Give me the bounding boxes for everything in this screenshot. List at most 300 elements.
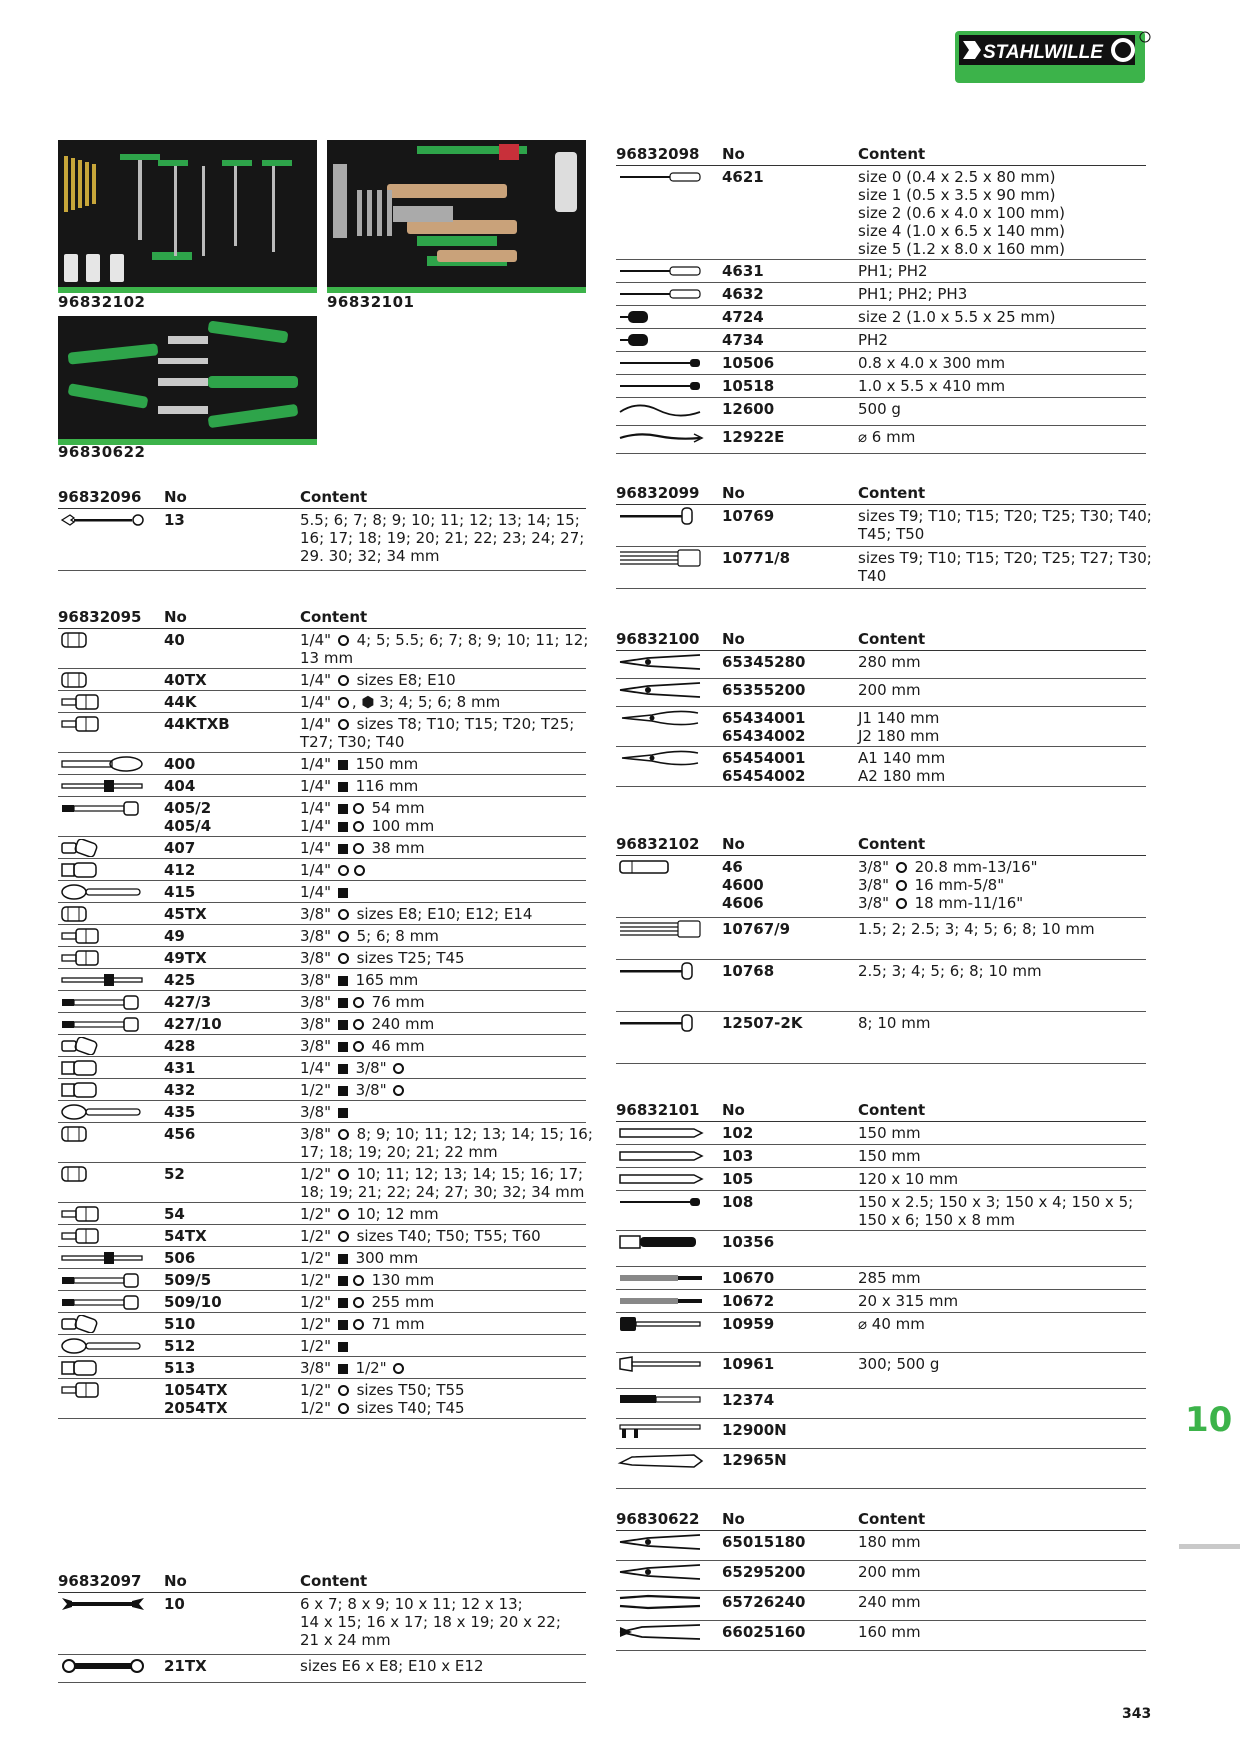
- file-icon: [616, 1269, 706, 1287]
- content-text: 1/2" 255 mm: [300, 1293, 435, 1311]
- article-number: 44K: [164, 693, 197, 711]
- table-row: [58, 859, 586, 881]
- ring-drive-symbol: [338, 635, 349, 646]
- square-drive-symbol: [338, 1298, 348, 1308]
- table-header: [58, 484, 586, 509]
- content-text: sizes E6 x E8; E10 x E12: [300, 1657, 484, 1675]
- content-text: 3/8" 5; 6; 8 mm: [300, 927, 439, 945]
- content-text: 1/2" 10; 12 mm: [300, 1205, 439, 1223]
- ring-drive-symbol: [338, 1385, 349, 1396]
- table-row: [616, 707, 1146, 747]
- combination-wrench-icon: [58, 511, 148, 529]
- article-number: 65434002: [722, 727, 806, 745]
- column-header-no: No: [164, 488, 187, 506]
- article-number: 405/4: [164, 817, 212, 835]
- universal-joint-icon: [58, 839, 148, 857]
- content-text: 18; 19; 21; 22; 24; 27; 30; 32; 34 mm: [300, 1183, 585, 1201]
- column-header-content: Content: [858, 1101, 926, 1119]
- ring-drive-symbol: [896, 862, 907, 873]
- content-text: 285 mm: [858, 1269, 921, 1287]
- table-row: [616, 547, 1152, 589]
- table-row: [58, 881, 586, 903]
- table-row: [616, 651, 1146, 679]
- table-header: [58, 1568, 586, 1593]
- table-row: [616, 856, 1146, 918]
- table-row: [58, 775, 586, 797]
- table-row: [616, 1353, 1146, 1389]
- content-text: 160 mm: [858, 1623, 921, 1641]
- ratchet-icon: [58, 1103, 148, 1121]
- square-drive-symbol: [338, 1364, 348, 1374]
- tool-tray-photo: [327, 140, 586, 287]
- article-number: 1054TX: [164, 1381, 228, 1399]
- content-text: A2 180 mm: [858, 767, 946, 785]
- pliers-icon: [616, 653, 706, 671]
- column-header-content: Content: [858, 630, 926, 648]
- content-text: 17; 18; 19; 20; 21; 22 mm: [300, 1143, 498, 1161]
- table-header: [616, 141, 1146, 166]
- screwdriver-handle-icon: [58, 755, 148, 773]
- product-table-96832102: [616, 831, 1146, 1064]
- scraper-icon: [616, 1233, 706, 1251]
- article-number: 4734: [722, 331, 764, 349]
- ring-drive-symbol: [353, 803, 364, 814]
- square-drive-symbol: [338, 844, 348, 854]
- content-text: 8; 10 mm: [858, 1014, 931, 1032]
- extension-bar-icon: [58, 1015, 148, 1033]
- article-number: 102: [722, 1124, 754, 1142]
- article-number: 21TX: [164, 1657, 207, 1675]
- table-row: [58, 1291, 586, 1313]
- content-text: size 1 (0.5 x 3.5 x 90 mm): [858, 186, 1056, 204]
- article-number: 10961: [722, 1355, 775, 1373]
- ratchet-icon: [58, 1337, 148, 1355]
- article-number: 65015180: [722, 1533, 806, 1551]
- table-row: [616, 166, 1146, 260]
- square-drive-symbol: [338, 1320, 348, 1330]
- article-number: 4631: [722, 262, 764, 280]
- table-header: [616, 626, 1146, 651]
- content-text: 20 x 315 mm: [858, 1292, 959, 1310]
- product-table-96832098: [616, 141, 1146, 454]
- content-text: 3/8" 76 mm: [300, 993, 425, 1011]
- table-row: [616, 1012, 1146, 1064]
- content-text: T45; T50: [858, 525, 925, 543]
- article-number: 10959: [722, 1315, 775, 1333]
- socket-icon: [58, 631, 148, 649]
- content-text: 1/4" sizes E8; E10: [300, 671, 456, 689]
- content-text: PH1; PH2; PH3: [858, 285, 968, 303]
- square-drive-symbol: [338, 1108, 348, 1118]
- square-drive-symbol: [338, 888, 348, 898]
- content-text: 1/2" 10; 11; 12; 13; 14; 15; 16; 17;: [300, 1165, 584, 1183]
- product-table-96832101: [616, 1097, 1146, 1489]
- article-number: 425: [164, 971, 196, 989]
- table-row: [616, 306, 1146, 329]
- ring-drive-symbol: [353, 843, 364, 854]
- content-text: sizes T9; T10; T15; T20; T25; T30; T40;: [858, 507, 1152, 525]
- double-open-end-wrench-icon: [58, 1595, 148, 1613]
- bit-socket-icon: [58, 949, 148, 967]
- article-number: 427/3: [164, 993, 212, 1011]
- content-text: size 2 (0.6 x 4.0 x 100 mm): [858, 204, 1066, 222]
- content-text: 3/8" 165 mm: [300, 971, 419, 989]
- ring-drive-symbol: [338, 719, 349, 730]
- table-row: [58, 669, 586, 691]
- article-number: 10356: [722, 1233, 775, 1251]
- content-text: 1/4" 116 mm: [300, 777, 419, 795]
- content-text: 180 mm: [858, 1533, 921, 1551]
- content-text: 280 mm: [858, 653, 921, 671]
- table-row: [616, 1449, 1146, 1489]
- content-text: [858, 1451, 1146, 1469]
- bit-socket-icon: [58, 1381, 148, 1399]
- article-number: 46: [722, 858, 743, 876]
- flexible-pick-up-icon: [616, 428, 706, 446]
- content-text: 5.5; 6; 7; 8; 9; 10; 11; 12; 13; 14; 15;: [300, 511, 580, 529]
- table-row: [616, 283, 1146, 306]
- content-text: 1/4": [300, 861, 586, 879]
- table-row: [58, 903, 586, 925]
- article-number: 509/10: [164, 1293, 222, 1311]
- bit-socket-icon: [58, 693, 148, 711]
- table-row: [58, 1655, 586, 1683]
- article-number: 40TX: [164, 671, 207, 689]
- table-row: [58, 1101, 586, 1123]
- water-pump-pliers-icon: [616, 1593, 706, 1611]
- product-table-96832100: [616, 626, 1146, 787]
- article-number: 2054TX: [164, 1399, 228, 1417]
- bit-socket-icon: [58, 1205, 148, 1223]
- mallet-icon: [616, 1315, 706, 1333]
- table-row: [616, 329, 1146, 352]
- sliding-t-bar-icon: [58, 971, 148, 989]
- ring-drive-symbol: [353, 1041, 364, 1052]
- article-number: 10769: [722, 507, 775, 525]
- table-row: [616, 1168, 1146, 1191]
- content-text: 150 x 2.5; 150 x 3; 150 x 4; 150 x 5;: [858, 1193, 1134, 1211]
- pliers-icon: [616, 1533, 706, 1551]
- article-number: 10518: [722, 377, 775, 395]
- socket-icon: [58, 671, 148, 689]
- content-text: 1/2" sizes T40; T45: [300, 1399, 465, 1417]
- bit-socket-icon: [58, 715, 148, 733]
- content-text: 1/4": [300, 883, 586, 901]
- tool-tray-photo: [58, 316, 317, 439]
- table-row: [58, 1313, 586, 1335]
- article-number: 431: [164, 1059, 196, 1077]
- table-row: [58, 991, 586, 1013]
- set-number: 96832098: [616, 145, 700, 163]
- table-row: [616, 1145, 1146, 1168]
- content-text: 200 mm: [858, 1563, 921, 1581]
- table-row: [58, 753, 586, 775]
- bit-holder-icon: [616, 858, 706, 876]
- square-drive-symbol: [338, 998, 348, 1008]
- table-row: [58, 713, 586, 753]
- table-row: [616, 918, 1146, 960]
- article-number: 12965N: [722, 1451, 787, 1469]
- article-number: 4606: [722, 894, 764, 912]
- article-number: 65345280: [722, 653, 806, 671]
- content-text: 3/8" 8; 9; 10; 11; 12; 13; 14; 15; 16;: [300, 1125, 593, 1143]
- set-number: 96832097: [58, 1572, 142, 1590]
- article-number: 12900N: [722, 1421, 787, 1439]
- article-number: 10768: [722, 962, 775, 980]
- ring-drive-symbol: [393, 1063, 404, 1074]
- photo-caption: 96832101: [327, 293, 415, 311]
- article-number: 407: [164, 839, 196, 857]
- article-number: 428: [164, 1037, 196, 1055]
- content-text: PH1; PH2: [858, 262, 928, 280]
- ring-drive-symbol: [338, 1231, 349, 1242]
- square-drive-symbol: [338, 1254, 348, 1264]
- content-text: 3/8" 18 mm-11/16": [858, 894, 1024, 912]
- table-row: [616, 1231, 1146, 1267]
- table-row: [58, 629, 589, 669]
- product-table-96830622: [616, 1506, 1146, 1651]
- article-number: 54: [164, 1205, 185, 1223]
- table-row: [616, 960, 1146, 1012]
- article-number: 10506: [722, 354, 775, 372]
- table-row: [58, 1269, 586, 1291]
- section-number: 10: [1185, 1400, 1233, 1440]
- extension-bar-icon: [58, 1293, 148, 1311]
- table-row: [58, 1203, 586, 1225]
- table-row: [58, 1057, 586, 1079]
- article-number: 44KTXB: [164, 715, 230, 733]
- table-row: [58, 837, 586, 859]
- content-text: 1/4" 150 mm: [300, 755, 419, 773]
- square-drive-symbol: [338, 976, 348, 986]
- article-number: 65434001: [722, 709, 806, 727]
- utility-knife-icon: [616, 1451, 706, 1469]
- table-header: [616, 1506, 1146, 1531]
- content-text: T40: [858, 567, 887, 585]
- ring-drive-symbol: [393, 1085, 404, 1096]
- article-number: 105: [722, 1170, 754, 1188]
- article-number: 49TX: [164, 949, 207, 967]
- table-row: [58, 1247, 586, 1269]
- content-text: T27; T30; T40: [300, 733, 405, 751]
- table-header: [616, 480, 1146, 505]
- table-row: [616, 1290, 1146, 1313]
- ring-drive-symbol: [338, 675, 349, 686]
- content-text: 1/4" , ⬢ 3; 4; 5; 6; 8 mm: [300, 693, 501, 711]
- ring-drive-symbol: [354, 865, 365, 876]
- content-text: PH2: [858, 331, 888, 349]
- square-drive-symbol: [338, 804, 348, 814]
- ring-drive-symbol: [353, 997, 364, 1008]
- column-header-no: No: [722, 1510, 745, 1528]
- pin-punch-icon: [616, 377, 706, 395]
- column-header-content: Content: [858, 835, 926, 853]
- file-icon: [616, 1292, 706, 1310]
- square-drive-symbol: [338, 782, 348, 792]
- caliper-icon: [616, 1421, 706, 1439]
- article-number: 54TX: [164, 1227, 207, 1245]
- article-number: 405/2: [164, 799, 212, 817]
- article-number: 435: [164, 1103, 196, 1121]
- content-text: 14 x 15; 16 x 17; 18 x 19; 20 x 22;: [300, 1613, 561, 1631]
- stubby-screwdriver-icon: [616, 331, 706, 349]
- content-text: size 2 (1.0 x 5.5 x 25 mm): [858, 308, 1056, 326]
- ring-drive-symbol: [393, 1363, 404, 1374]
- square-drive-symbol: [338, 1042, 348, 1052]
- stubby-screwdriver-icon: [616, 308, 706, 326]
- article-number: 509/5: [164, 1271, 212, 1289]
- table-row: [616, 1561, 1146, 1591]
- article-number: 506: [164, 1249, 196, 1267]
- universal-joint-icon: [58, 1037, 148, 1055]
- product-table-96832099: [616, 480, 1152, 589]
- product-photo-96832101: [327, 140, 586, 293]
- content-text: 1/4" 3/8": [300, 1059, 586, 1077]
- content-text: sizes T9; T10; T15; T20; T25; T27; T30;: [858, 549, 1152, 567]
- content-text: 13 mm: [300, 649, 354, 667]
- extension-bar-icon: [58, 1271, 148, 1289]
- table-row: [616, 1621, 1146, 1651]
- article-number: 52: [164, 1165, 185, 1183]
- article-number: 13: [164, 511, 185, 529]
- content-text: ⌀ 6 mm: [858, 428, 916, 446]
- chisel-icon: [616, 1170, 706, 1188]
- content-text: 1/4" sizes T8; T10; T15; T20; T25;: [300, 715, 575, 733]
- ring-drive-symbol: [896, 880, 907, 891]
- sliding-t-bar-icon: [58, 777, 148, 795]
- article-number: 415: [164, 883, 196, 901]
- product-photo-96832102: [58, 140, 317, 293]
- ring-drive-symbol: [338, 1209, 349, 1220]
- extension-bar-icon: [58, 993, 148, 1011]
- ring-drive-symbol: [353, 1019, 364, 1030]
- key-set-icon: [616, 549, 706, 567]
- article-number: 4621: [722, 168, 764, 186]
- table-row: [616, 426, 1146, 454]
- article-number: 4632: [722, 285, 764, 303]
- table-row: [616, 1191, 1146, 1231]
- content-text: 1.0 x 5.5 x 410 mm: [858, 377, 1006, 395]
- screwdriver-icon: [616, 285, 706, 303]
- content-text: 3/8": [300, 1103, 586, 1121]
- article-number: 65295200: [722, 1563, 806, 1581]
- column-header-no: No: [722, 1101, 745, 1119]
- pin-punch-icon: [616, 354, 706, 372]
- hammer-icon: [616, 1355, 706, 1373]
- square-drive-symbol: [338, 760, 348, 770]
- content-text: 2.5; 3; 4; 5; 6; 8; 10 mm: [858, 962, 1042, 980]
- article-number: 65454002: [722, 767, 806, 785]
- table-row: [58, 1593, 586, 1655]
- table-row: [58, 1035, 586, 1057]
- table-row: [58, 509, 586, 571]
- ratchet-icon: [58, 883, 148, 901]
- table-row: [616, 505, 1152, 547]
- article-number: 10771/8: [722, 549, 791, 567]
- content-text: 1/2": [300, 1337, 586, 1355]
- table-row: [616, 260, 1146, 283]
- table-row: [616, 679, 1146, 707]
- chisel-icon: [616, 1147, 706, 1165]
- table-row: [58, 797, 586, 837]
- content-text: J2 180 mm: [858, 727, 940, 745]
- universal-joint-icon: [58, 1315, 148, 1333]
- table-row: [58, 691, 586, 713]
- table-row: [58, 1379, 586, 1419]
- table-row: [616, 1313, 1146, 1353]
- article-number: 49: [164, 927, 185, 945]
- content-text: 1/2" sizes T40; T50; T55; T60: [300, 1227, 541, 1245]
- ring-drive-symbol: [338, 697, 349, 708]
- content-text: 500 g: [858, 400, 901, 418]
- screwdriver-icon: [616, 168, 706, 186]
- article-number: 65726240: [722, 1593, 806, 1611]
- table-row: [58, 947, 586, 969]
- table-row: [58, 1163, 586, 1203]
- table-row: [616, 375, 1146, 398]
- content-text: 200 mm: [858, 681, 921, 699]
- article-number: 40: [164, 631, 185, 649]
- set-number: 96830622: [616, 1510, 700, 1528]
- content-text: 1/4" 4; 5; 5.5; 6; 7; 8; 9; 10; 11; 12;: [300, 631, 589, 649]
- article-number: 510: [164, 1315, 196, 1333]
- content-text: [858, 1391, 1146, 1409]
- set-number: 96832101: [616, 1101, 700, 1119]
- square-drive-symbol: [338, 1342, 348, 1352]
- table-row: [616, 1122, 1146, 1145]
- photo-caption: 96830622: [58, 443, 146, 461]
- content-text: 120 x 10 mm: [858, 1170, 959, 1188]
- article-number: 4724: [722, 308, 764, 326]
- content-text: 3/8" 240 mm: [300, 1015, 435, 1033]
- content-text: 240 mm: [858, 1593, 921, 1611]
- content-text: A1 140 mm: [858, 749, 946, 767]
- content-text: 3/8" sizes T25; T45: [300, 949, 465, 967]
- t-handle-key-icon: [616, 507, 706, 525]
- pliers-icon: [616, 681, 706, 699]
- column-header-content: Content: [858, 145, 926, 163]
- column-header-content: Content: [300, 488, 368, 506]
- column-header-content: Content: [858, 1510, 926, 1528]
- adaptor-icon: [58, 1059, 148, 1077]
- sliding-t-bar-icon: [58, 1249, 148, 1267]
- table-header: [58, 604, 586, 629]
- square-drive-symbol: [338, 1064, 348, 1074]
- content-text: 6 x 7; 8 x 9; 10 x 11; 12 x 13;: [300, 1595, 523, 1613]
- content-text: 29. 30; 32; 34 mm: [300, 547, 440, 565]
- article-number: 12374: [722, 1391, 775, 1409]
- content-text: 1/4" 100 mm: [300, 817, 435, 835]
- socket-icon: [58, 1165, 148, 1183]
- content-text: 1/2" 300 mm: [300, 1249, 419, 1267]
- column-header-content: Content: [300, 608, 368, 626]
- content-text: 1.5; 2; 2.5; 3; 4; 5; 6; 8; 10 mm: [858, 920, 1095, 938]
- table-row: [58, 1225, 586, 1247]
- set-number: 96832099: [616, 484, 700, 502]
- square-drive-symbol: [338, 1276, 348, 1286]
- chisel-icon: [616, 1124, 706, 1142]
- content-text: 0.8 x 4.0 x 300 mm: [858, 354, 1006, 372]
- set-number: 96832102: [616, 835, 700, 853]
- article-number: 10670: [722, 1269, 775, 1287]
- column-header-no: No: [164, 608, 187, 626]
- content-text: [858, 1421, 1146, 1439]
- content-text: J1 140 mm: [858, 709, 940, 727]
- article-number: 65454001: [722, 749, 806, 767]
- article-number: 45TX: [164, 905, 207, 923]
- table-row: [58, 1013, 586, 1035]
- content-text: size 0 (0.4 x 2.5 x 80 mm): [858, 168, 1056, 186]
